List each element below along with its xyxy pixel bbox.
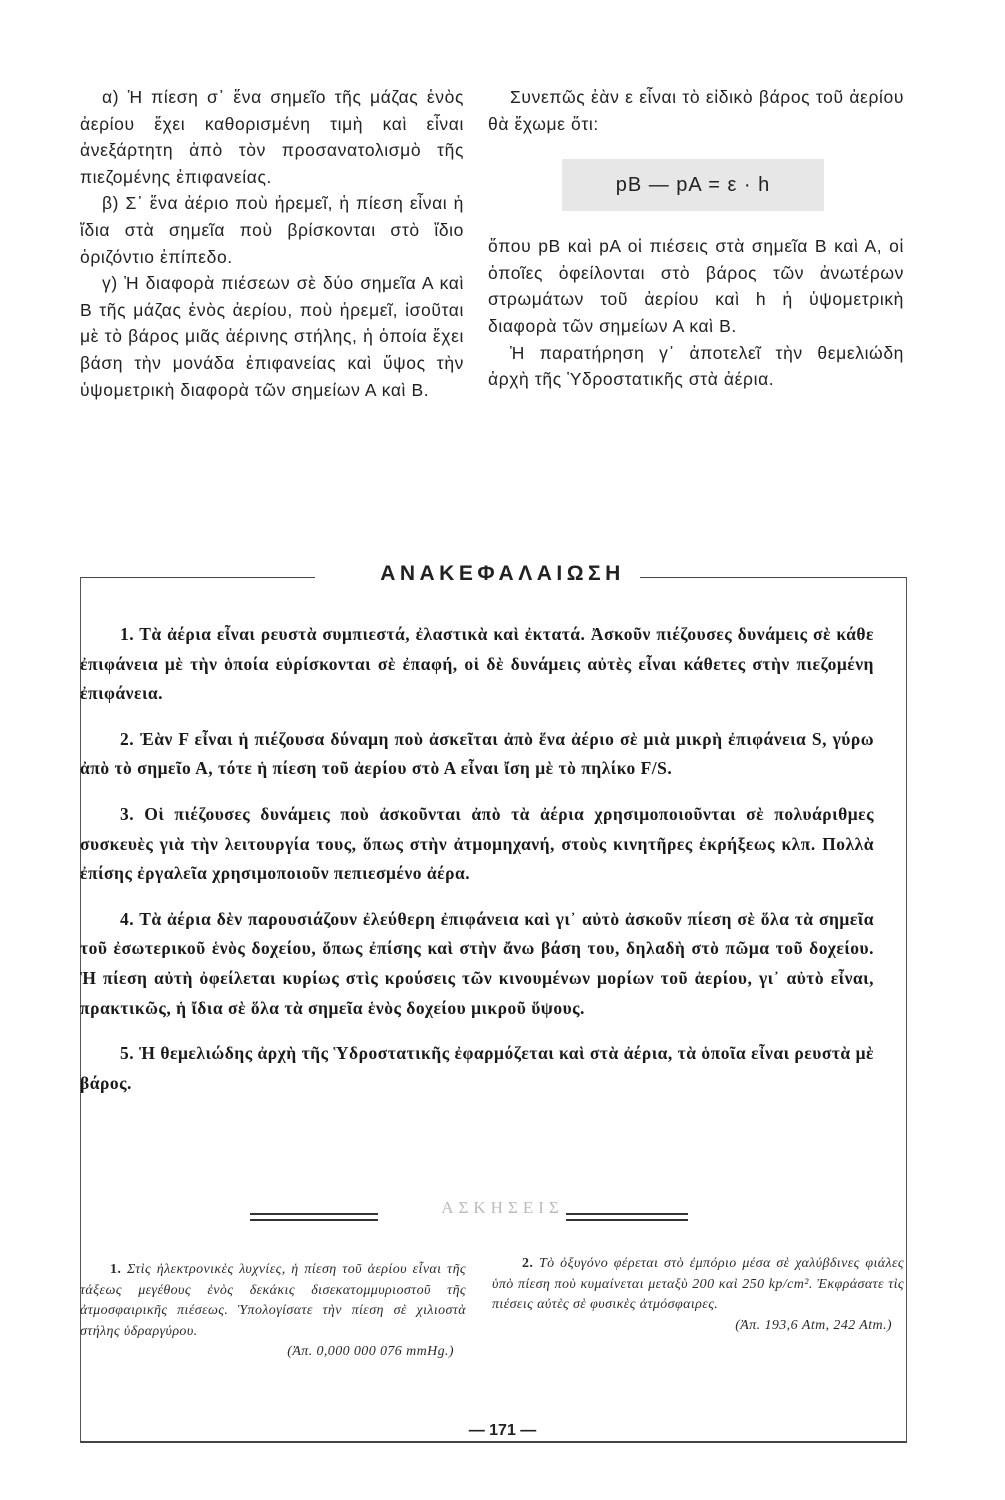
formula-explanation: ὅπου pB καὶ pA οἱ πιέσεις στὰ σημεῖα Β καὶ Α, οἱ ὁποῖες ὀφείλονται στὸ βάρος τῶν ἀνωτέρων στρωμάτων τοῦ ἀερίου καὶ h ἡ ὑψομετρικὴ διαφορὰ τῶν σημείων Α καὶ Β. [488,236,904,336]
exercise-1-answer: (Ἀπ. 0,000 000 076 mmHg.) [287,1344,454,1360]
summary-title: ΑΝΑΚΕΦΑΛΑΙΩΣΗ [368,562,637,585]
page-number: — 171 — [468,1422,537,1439]
exercises-rule-left-bottom [250,1219,378,1221]
summary-item-5: 5. Ἡ θεμελιώδης ἀρχὴ τῆς Ὑδροστατικῆς ἐφαρμόζεται καὶ στὰ ἀέρια, τὰ ὁποῖα εἶναι ρευστὰ μὲ βάρος. [80,1043,874,1093]
exercises-heading [0,1198,1005,1218]
summary-heading [0,562,1005,586]
summary-item-4: 4. Τὰ ἀέρια δὲν παρουσιάζουν ἐλεύθερη ἐπιφάνεια καὶ γι᾿ αὐτὸ ἀσκοῦν πίεση σὲ ὅλα τὰ σημεῖα τοῦ ἐσωτερικοῦ ἑνὸς δοχείου, ὅπως ἐπίσης καὶ στὴν ἄνω βάση του, δηλαδὴ στὸ πῶμα τοῦ δοχείου. Ἡ πίεση αὐτὴ ὀφείλεται κυρίως στὶς κρούσεις τῶν κινουμένων μορίων τοῦ ἀερίου, γι᾿ αὐτὸ εἶναι, πρακτικῶς, ἡ ἴδια σὲ ὅλα τὰ σημεῖα ἑνὸς δοχείου μικροῦ ὕψους. [80,908,874,1018]
exercise-1-number: 1. [110,1262,122,1277]
right-text-column [488,84,904,393]
exercises-title: ΑΣΚΗΣΕΙΣ [441,1198,564,1217]
exercise-2-number: 2. [522,1256,534,1271]
summary-item-1: 1. Τὰ ἀέρια εἶναι ρευστὰ συμπιεστά, ἐλαστικὰ καὶ ἐκτατά. Ἀσκοῦν πιέζουσες δυνάμεις σὲ κάθε ἐπιφάνεια μὲ τὴν ὁποία εὑρίσκονται σὲ ἐπαφή, οἱ δὲ δυνάμεις αὐτὲς εἶναι κάθετες στὴν πιεζομένη ἐπιφάνεια. [80,624,874,704]
principle-paragraph: Ἡ παρατήρηση γ᾿ ἀποτελεῖ τὴν θεμελιώδη ἀρχὴ τῆς Ὑδροστατικῆς στὰ ἀέρια. [488,342,904,390]
summary-list [80,620,874,1114]
exercise-2-text: Τὸ ὀξυγόνο φέρεται στὸ ἐμπόριο μέσα σὲ χαλύβδινες φιάλες ὑπὸ πίεση ποὺ κυμαίνεται μεταξὺ 200 καὶ 250 kp/cm². Ἐκφράσατε τὶς πιέσεις αὐτὲς σὲ φυσικὲς ἀτμόσφαιρες. [492,1256,904,1313]
summary-item-2: 2. Ἐὰν F εἶναι ἡ πιέζουσα δύναμη ποὺ ἀσκεῖται ἀπὸ ἕνα ἀέριο σὲ μιὰ μικρὴ ἐπιφάνεια S, γύρω ἀπὸ τὸ σημεῖο Α, τότε ἡ πίεση τοῦ ἀερίου στὸ Α εἶναι ἴση μὲ τὸ πηλίκο F/S. [80,728,874,779]
exercise-1-text: Στὶς ἠλεκτρονικὲς λυχνίες, ἡ πίεση τοῦ ἀερίου εἶναι τῆς τάξεως μεγέθους ἑνὸς δεκάκις δισεκατομμυριοστοῦ τῆς ἀτμοσφαιρικῆς πιέσεως. Ὑπολογίσατε τὴν πίεση σὲ χιλιοστὰ στήλης ὑδραργύρου. [80,1262,466,1339]
intro-paragraph: Συνεπῶς ἐὰν ε εἶναι τὸ εἰδικὸ βάρος τοῦ ἀερίου θὰ ἔχωμε ὅτι: [488,87,904,134]
left-text-column [80,84,464,403]
exercise-1 [80,1260,466,1363]
observation-b: β) Σ᾿ ἕνα ἀέριο ποὺ ἠρεμεῖ, ἡ πίεση εἶναι ἡ ἴδια στὰ σημεῖα ποὺ βρίσκονται στὸ ἴδιο ὁριζόντιο ἐπίπεδο. [80,193,464,267]
pressure-formula: pB — pA = ε · h [562,159,824,211]
exercise-2 [492,1254,904,1336]
exercises-rule-right-bottom [566,1219,688,1221]
observation-c: γ) Ἡ διαφορὰ πιέσεων σὲ δύο σημεῖα Α καὶ Β τῆς μάζας ἑνὸς ἀερίου, ποὺ ἠρεμεῖ, ἰσοῦται μὲ τὸ βάρος μιᾶς ἀέρινης στήλης, ἡ ὁποία ἔχει βάση τὴν μονάδα ἐπιφανείας καὶ ὕψος τὴν ὑψομετρικὴ διαφορὰ τῶν σημείων Α καὶ Β. [80,273,464,400]
observation-a: α) Ἡ πίεση σ᾿ ἕνα σημεῖο τῆς μάζας ἑνὸς ἀερίου ἔχει καθορισμένη τιμὴ καὶ εἶναι ἀνεξάρτητη ἀπὸ τὸν προσανατολισμὸ τῆς πιεζομένης ἐπιφανείας. [80,87,464,187]
summary-item-3: 3. Οἱ πιέζουσες δυνάμεις ποὺ ἀσκοῦνται ἀπὸ τὰ ἀέρια χρησιμοποιοῦνται σὲ πολυάριθμες συσκευὲς γιὰ τὴν λειτουργία τους, ὅπως στὴν ἀτμομηχανή, στοὺς κινητῆρες ἐκρήξεως κλπ. Πολλὰ ἐπίσης ἐργαλεῖα χρησιμοποιοῦν πεπιεσμένο ἀέρα. [80,803,874,884]
exercise-2-answer: (Ἀπ. 193,6 Atm, 242 Atm.) [735,1317,892,1333]
